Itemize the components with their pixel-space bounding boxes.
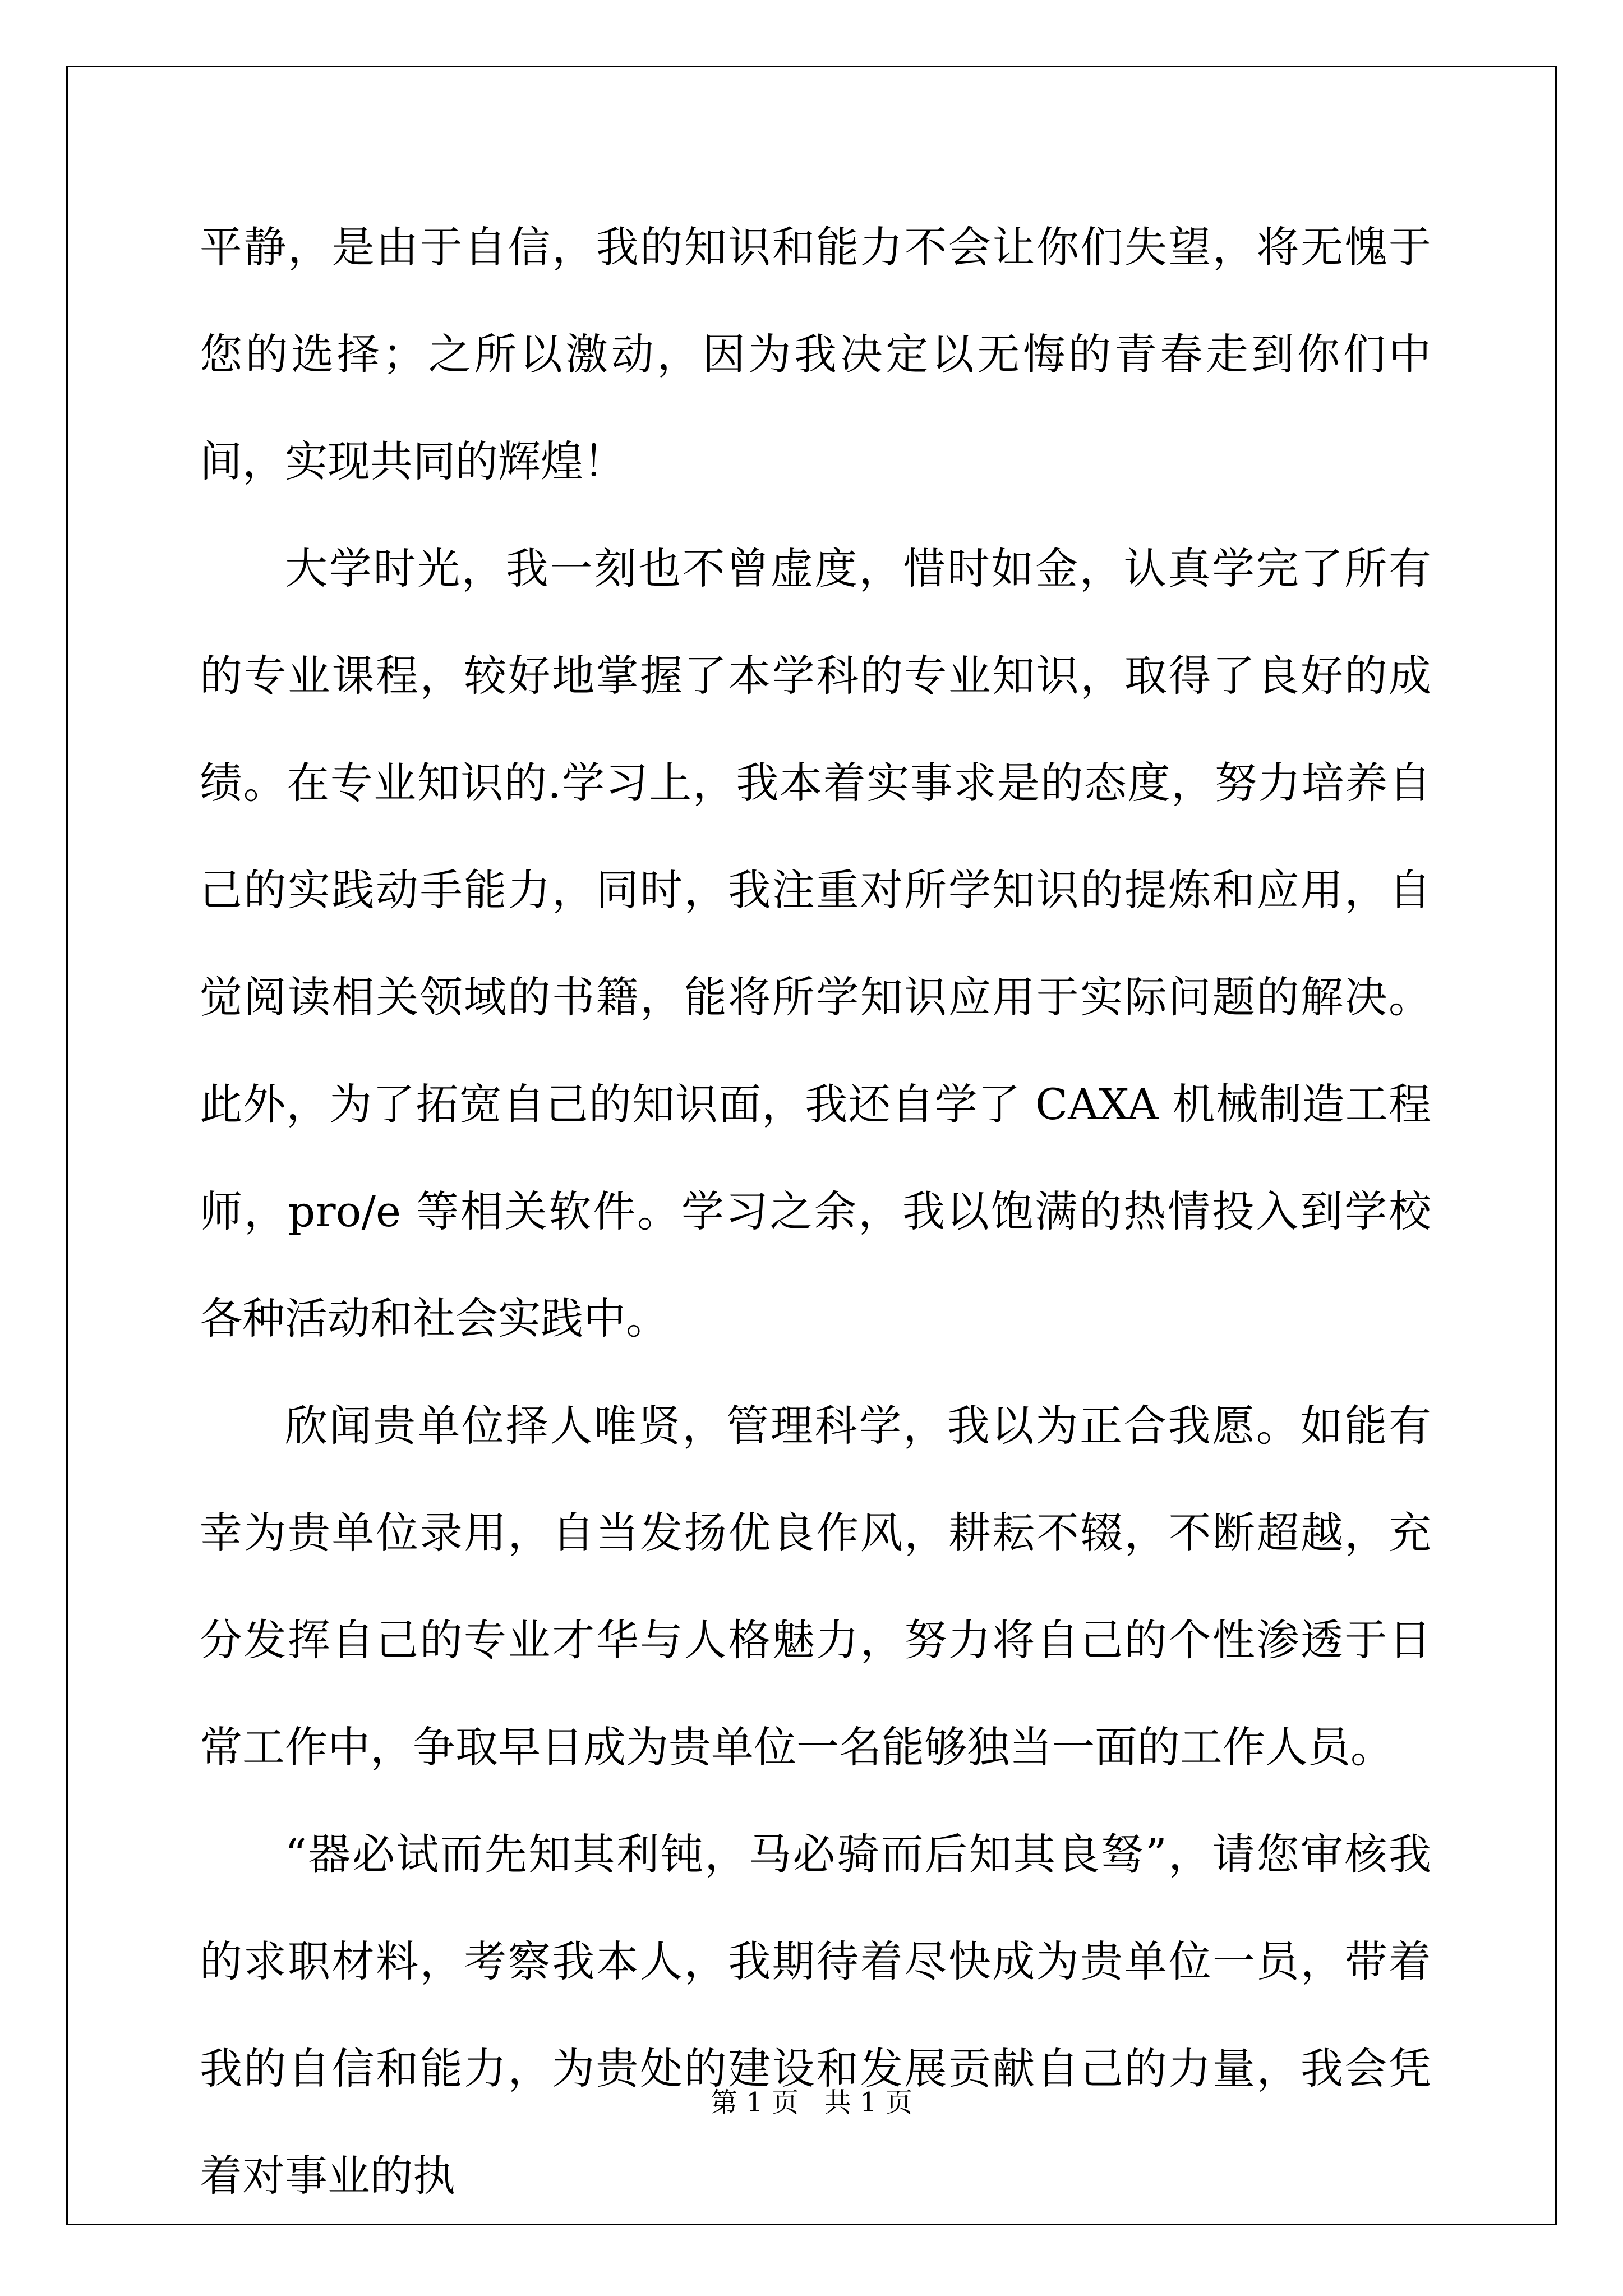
footer-spacer [799,2087,824,2118]
page-total: 共 1 页 [824,2087,912,2118]
page-number: 第 1 页 [711,2087,799,2118]
paragraph-4: “器必试而先知其利钝，马必骑而后知其良驽”，请您审核我的求职材料，考察我本人，我期待着尽快成为贵单位一员，带着我的自信和能力，为贵处的建设和发展贡献自己的力量，我会凭着对事业的执 [200,1829,1431,2201]
paragraph-2: 大学时光，我一刻也不曾虚度，惜时如金，认真学完了所有的专业课程，较好地掌握了本学科的专业知识，取得了良好的成绩。在专业知识的.学习上，我本着实事求是的态度，努力培养自己的实践动手能力，同时，我注重对所学知识的提炼和应用，自觉阅读相关领域的书籍，能将所学知识应用于实际问题的解决。此外，为了拓宽自己的知识面，我还自学了 CAXA 机械制造工程师，pro/e 等相关软件。学习之余，我以饱满的热情投入到学校各种活动和社会实践中。 [200,544,1431,1343]
paragraph-3: 欣闻贵单位择人唯贤，管理科学，我以为正合我愿。如能有幸为贵单位录用，自当发扬优良作风，耕耘不辍，不断超越，充分发挥自己的专业才华与人格魅力，努力将自己的个性渗透于日常工作中，争取早日成为贵单位一名能够独当一面的工作人员。 [200,1401,1431,1772]
document-body [200,194,1431,2229]
paragraph-1: 平静，是由于自信，我的知识和能力不会让你们失望，将无愧于您的选择；之所以激动，因为我决定以无悔的青春走到你们中间，实现共同的辉煌！ [200,222,1431,486]
page-footer [0,2086,1623,2119]
